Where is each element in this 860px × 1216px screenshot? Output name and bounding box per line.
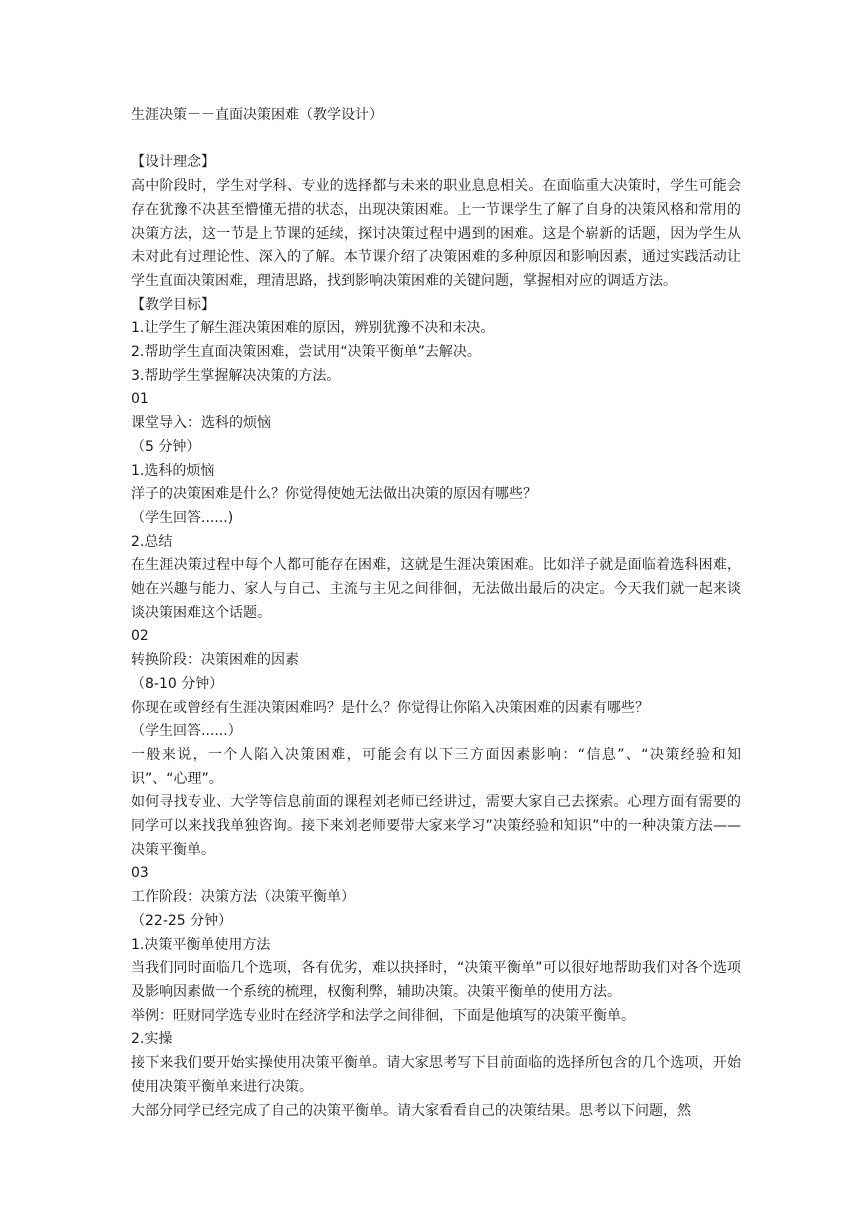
paragraph: 1.决策平衡单使用方法 <box>131 936 271 953</box>
paragraph: 2.总结 <box>131 533 173 550</box>
paragraph: 02 <box>131 628 149 645</box>
paragraph: 如何寻找专业、大学等信息前面的课程刘老师已经讲过，需要大家自己去探索。心理方面有需要的同学可以来找我单独咨询。接下来刘老师要带大家来学习”决策经验和知识”中的一种决策方法——决策平衡单。 <box>131 794 741 858</box>
paragraph: （22-25 分钟） <box>131 912 233 929</box>
paragraph: 工作阶段：决策方法（决策平衡单） <box>131 889 355 906</box>
paragraph: 【设计理念】 <box>131 154 215 171</box>
paragraph: （学生回答......) <box>131 509 234 526</box>
document-body <box>131 104 741 1123</box>
paragraph: 03 <box>131 865 149 882</box>
paragraph: 举例：旺财同学选专业时在经济学和法学之间徘徊，下面是他填写的决策平衡单。 <box>131 1007 635 1024</box>
document-paragraphs <box>131 151 741 1123</box>
paragraph: 接下来我们要开始实操使用决策平衡单。请大家思考写下目前面临的选择所包含的几个选项，开始使用决策平衡单来进行决策。 <box>131 1055 741 1095</box>
paragraph: 洋子的决策困难是什么？你觉得使她无法做出决策的原因有哪些？ <box>131 486 537 503</box>
paragraph: 1.选科的烦恼 <box>131 462 215 479</box>
paragraph: 1.让学生了解生涯决策困难的原因，辨别犹豫不决和未决。 <box>131 320 495 337</box>
paragraph: 你现在或曾经有生涯决策困难吗？是什么？你觉得让你陷入决策困难的因素有哪些？ <box>131 699 649 716</box>
paragraph: 2.实操 <box>131 1031 173 1048</box>
paragraph: 高中阶段时，学生对学科、专业的选择都与未来的职业息息相关。在面临重大决策时，学生可能会存在犹豫不决甚至懵懂无措的状态，出现决策困难。上一节课学生了解了自身的决策风格和常用的决策方法，这一节是上节课的延续，探讨决策过程中遇到的困难。这是个崭新的话题，因为学生从未对此有过理论性、深入的了解。本节课介绍了决策困难的多种原因和影响因素，通过实践活动让学生直面决策困难，理清思路，找到影响决策困难的关键问题，掌握相对应的调适方法。 <box>131 178 741 289</box>
paragraph: （5 分钟） <box>131 438 201 455</box>
paragraph: 在生涯决策过程中每个人都可能存在困难，这就是生涯决策困难。比如洋子就是面临着选科困难，她在兴趣与能力、家人与自己、主流与主见之间徘徊，无法做出最后的决定。今天我们就一起来谈谈决策困难这个话题。 <box>131 557 741 621</box>
paragraph: 2.帮助学生直面决策困难，尝试用“决策平衡单”去解决。 <box>131 344 481 361</box>
paragraph: 转换阶段：决策困难的因素 <box>131 652 299 669</box>
paragraph: 一般来说，一个人陷入决策困难，可能会有以下三方面因素影响：“信息”、“决策经验和知识”、“心理”。 <box>131 746 741 787</box>
paragraph: 3.帮助学生掌握解决决策的方法。 <box>131 367 341 384</box>
paragraph: （学生回答......） <box>131 723 242 740</box>
paragraph: 01 <box>131 391 149 408</box>
paragraph: 大部分同学已经完成了自己的决策平衡单。请大家看看自己的决策结果。思考以下问题，然 <box>131 1102 691 1119</box>
paragraph: （8-10 分钟） <box>131 675 224 692</box>
paragraph: 【教学目标】 <box>131 296 215 313</box>
document-title: 生涯决策－－直面决策困难（教学设计） <box>131 107 383 123</box>
paragraph: 当我们同时面临几个选项，各有优劣，难以抉择时，“决策平衡单”可以很好地帮助我们对各个选项及影响因素做一个系统的梳理，权衡利弊，辅助决策。决策平衡单的使用方法。 <box>131 960 741 1000</box>
paragraph: 课堂导入：选科的烦恼 <box>131 415 271 432</box>
